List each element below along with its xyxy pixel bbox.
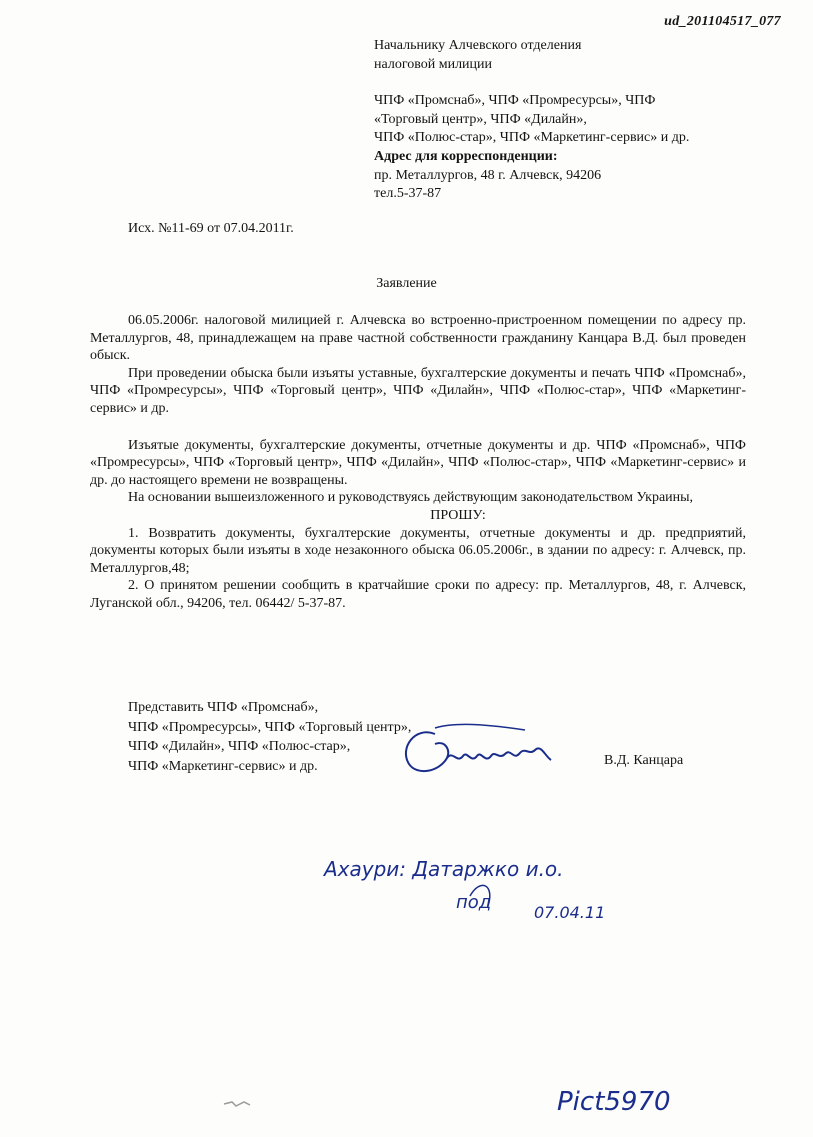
signer-name: В.Д. Канцара: [604, 753, 684, 768]
sender-address: пр. Металлургов, 48 г. Алчевск, 94206: [374, 167, 602, 183]
sender-line: ЧПФ «Промснаб», ЧПФ «Промресурсы», ЧПФ: [374, 93, 656, 109]
addressee-line: налоговой милиции: [374, 56, 493, 72]
request-item: 1. Возвратить документы, бухгалтерские документы, отчетные документы и др. предприятий, документы которых были изъяты в ходе незаконного обыска 06.05.2006г., в здании по адресу: г. Алчевск, пр. Металлургов,48;: [90, 525, 746, 576]
document-id: ud_201104517_077: [664, 14, 781, 29]
signature-line: ЧПФ «Маркетинг-сервис» и др.: [128, 758, 318, 774]
sender-line: ЧПФ «Полюс-стар», ЧПФ «Маркетинг-сервис» и др.: [374, 130, 690, 146]
signature-line: ЧПФ «Дилайн», ЧПФ «Полюс-стар»,: [128, 739, 351, 754]
handwritten-note: [320, 848, 640, 928]
archive-mark-text: Pict5970: [557, 1087, 671, 1117]
paragraph: Изъятые документы, бухгалтерские документы, отчетные документы и др. ЧПФ «Промснаб», ЧПФ «Промресурсы», ЧПФ «Торговый центр», ЧПФ «Дилайн», ЧПФ «Полюс-стар», ЧПФ «Маркетинг-сервис» и др. до настоящего времени не возвращены.: [90, 437, 746, 488]
request-heading: ПРОШУ:: [430, 507, 486, 523]
paragraph: При проведении обыска были изъяты уставные, бухгалтерские документы и печать ЧПФ «Промснаб», ЧПФ «Промресурсы», ЧПФ «Торговый центр», ЧПФ «Дилайн», ЧПФ «Полюс-стар», ЧПФ «Маркетинг-сервис» и др.: [90, 365, 746, 416]
sender-line: «Торговый центр», ЧПФ «Дилайн»,: [374, 111, 587, 127]
handwritten-note-line: Ахаури: Датаржко и.о.: [324, 857, 564, 881]
document-body: [90, 312, 746, 613]
sender-phone: тел.5-37-87: [374, 186, 442, 202]
addressee-line: Начальнику Алчевского отделения: [374, 38, 582, 53]
handwritten-archive-mark: [555, 1080, 695, 1120]
handwritten-note-line: под: [456, 892, 492, 913]
signature-line: ЧПФ «Промресурсы», ЧПФ «Торговый центр»,: [128, 719, 412, 735]
paragraph: На основании вышеизложенного и руководствуясь действующим законодательством Украины,: [128, 490, 694, 506]
addressee-block: [374, 37, 774, 204]
address-label: Адрес для корреспонденции:: [374, 148, 558, 164]
outgoing-number: Исх. №11-69 от 07.04.2011г.: [128, 221, 294, 236]
document-title: Заявление: [376, 276, 437, 291]
signature-line: Представить ЧПФ «Промснаб»,: [128, 700, 319, 715]
request-item: 2. О принятом решении сообщить в кратчайшие сроки по адресу: пр. Металлургов, 48, г. Алчевск, Луганской обл., 94206, тел. 06442/ 5-37-87.: [90, 578, 746, 611]
scan-smudge: [222, 1096, 252, 1112]
paragraph: 06.05.2006г. налоговой милицией г. Алчевска во встроенно-пристроенном помещении по адресу пр. Металлургов, 48, принадлежащем на праве частной собственности гражданину Канцара В.Д. был проведен обыск.: [90, 313, 746, 364]
handwritten-date: 07.04.11: [534, 903, 606, 922]
handwritten-signature: [395, 720, 555, 782]
